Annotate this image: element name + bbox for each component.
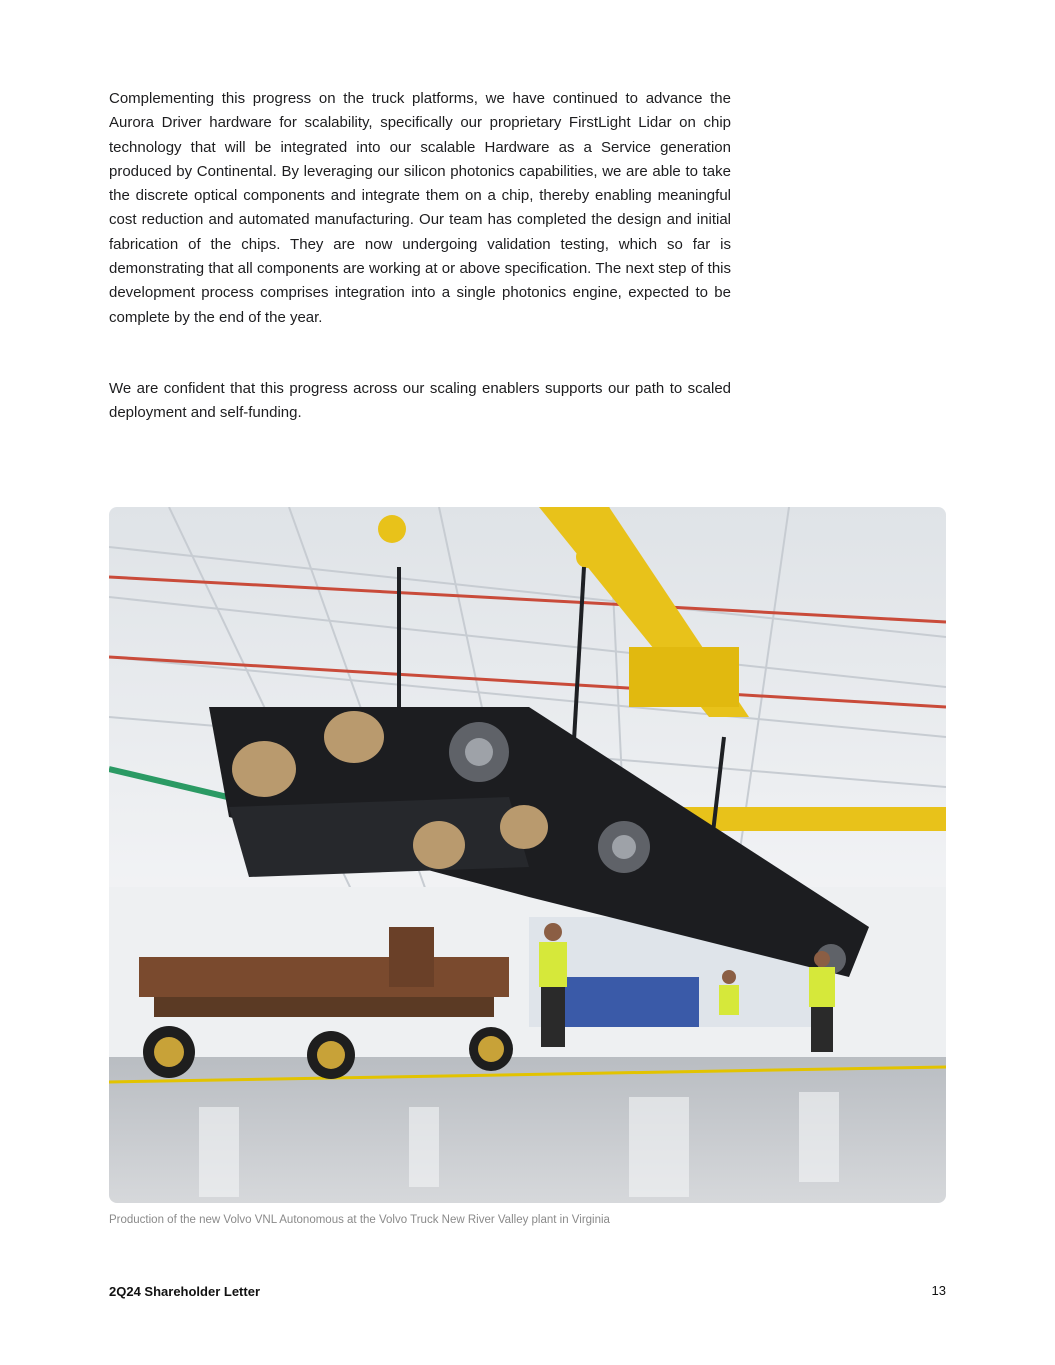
- body-paragraph-2: We are confident that this progress across our scaling enablers supports our path to scaled deployment and self-funding.: [109, 380, 731, 422]
- footer-title: 2Q24 Shareholder Letter: [109, 1284, 260, 1299]
- figure-caption: Production of the new Volvo VNL Autonomous at the Volvo Truck New River Valley plant in Virginia: [109, 1214, 610, 1226]
- body-paragraph-1: Complementing this progress on the truck platforms, we have continued to advance the Aurora Driver hardware for scalability, specifically our proprietary FirstLight Lidar on chip technology that will be integrated into our scalable Hardware as a Service generation produced by Continental. By leveraging our silicon photonics capabilities, we are able to take the discrete optical components and integrate them on a chip, thereby enabling meaningful cost reduction and automated manufacturing. Our team has completed the design and initial fabrication of the chips. They are now undergoing validation testing, which so far is demonstrating that all components are working at or above specification. The next step of this development process comprises integration into a single photonics engine, expected to be complete by the end of the year.: [109, 90, 731, 326]
- factory-photo: [109, 507, 946, 1203]
- page-number: 13: [931, 1283, 946, 1298]
